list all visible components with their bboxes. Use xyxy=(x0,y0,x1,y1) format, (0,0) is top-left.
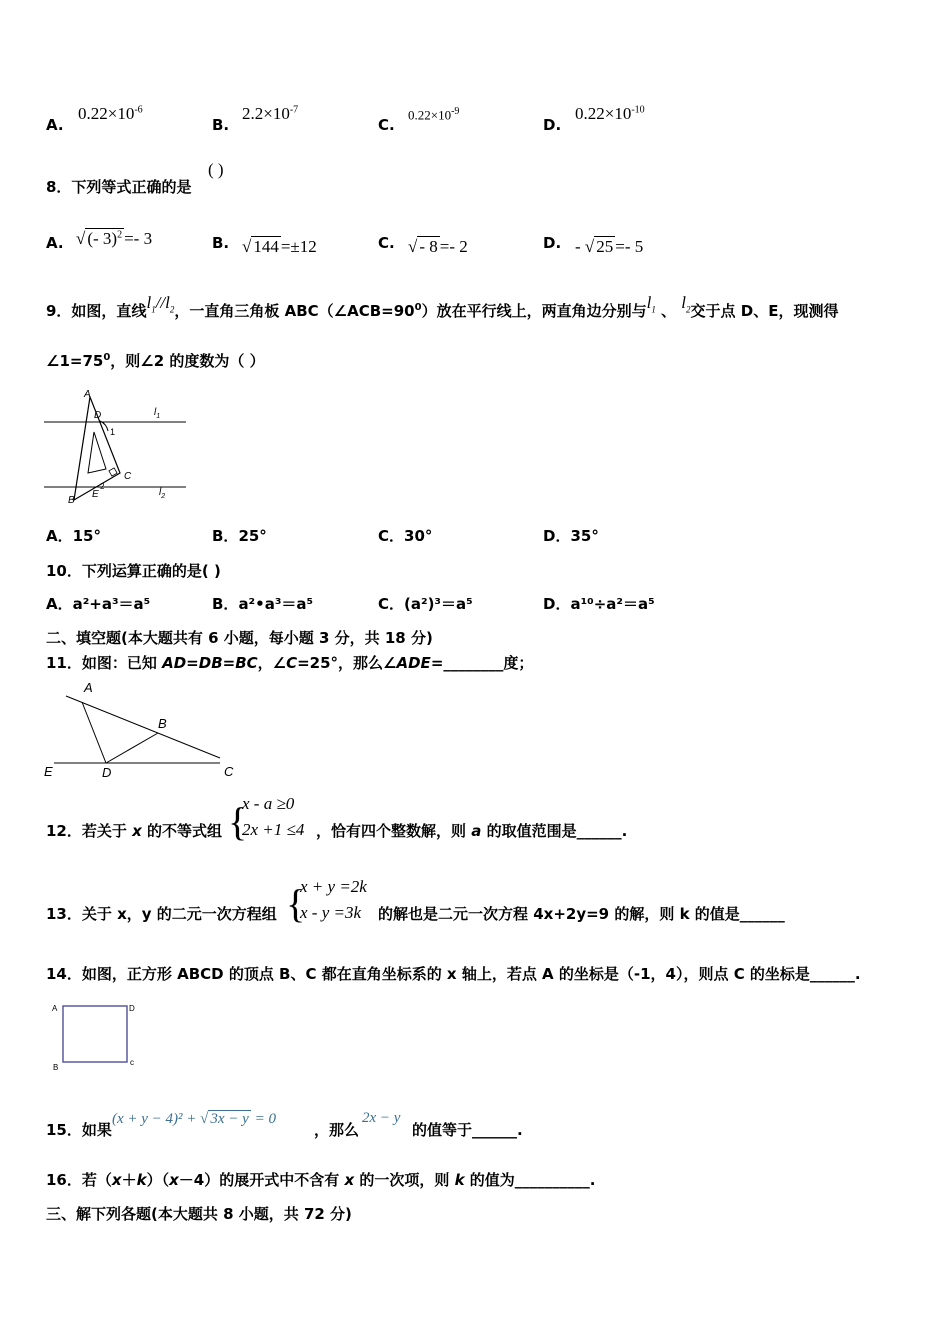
q16-stem: 16．若（x＋k）（x－4）的展开式中不含有 x 的一次项，则 k 的值为__________. xyxy=(46,1171,596,1189)
q7-option-c-label: C. xyxy=(378,116,395,134)
line-ac xyxy=(66,696,220,758)
q14-figure xyxy=(50,998,142,1074)
q9-figure xyxy=(44,385,194,510)
label-d: D xyxy=(94,410,102,421)
q12-brace: { xyxy=(228,799,248,844)
label-c: c xyxy=(130,1058,134,1067)
section-2-heading: 二、填空题(本大题共有 6 小题，每小题 3 分，共 18 分) xyxy=(46,629,433,647)
q10-option-a: A．a²+a³＝a⁵ xyxy=(46,595,151,613)
q7-option-b-label: B. xyxy=(212,116,230,134)
square-abcd xyxy=(63,1006,127,1062)
q8-option-a-label: A. xyxy=(46,234,64,252)
q12-eq2: 2x +1 ≤4 xyxy=(242,820,305,839)
q9-option-c: C．30° xyxy=(378,527,433,545)
q8-option-c-value: √ - 8 =- 2 xyxy=(408,237,468,256)
triangle-inner xyxy=(88,432,106,473)
q9-option-a: A．15° xyxy=(46,527,101,545)
label-c: C xyxy=(224,764,234,779)
q13-brace: { xyxy=(286,881,306,926)
q15-stem-part3: 的值等于______. xyxy=(412,1121,523,1139)
q9-line2: $\angle 1=75^0$，则∠2 的度数为（ ） xyxy=(46,352,265,370)
label-b: B xyxy=(53,1063,59,1072)
q13-stem-part2: 的解也是二元一次方程 4x+2y=9 的解，则 k 的值是______ xyxy=(378,905,785,923)
q15-equation: (x + y − 4)² + √ 3x − y = 0 xyxy=(112,1111,276,1127)
label-c: C xyxy=(124,471,132,482)
q7-option-d-value: $0.22\times 10^{-10}$ xyxy=(575,104,645,123)
q10-option-c: C．(a²)³＝a⁵ xyxy=(378,595,473,613)
q8-stem: 8．下列等式正确的是 xyxy=(46,178,192,196)
q12-stem-part2: ，恰有四个整数解，则 a 的取值范围是______. xyxy=(316,822,628,840)
q15-stem-part2: ，那么 xyxy=(314,1121,360,1139)
q8-option-b-value: √ 144 =±12 xyxy=(242,237,317,256)
q8-option-c-label: C. xyxy=(378,234,395,252)
q15-expression: 2x − y xyxy=(362,1110,401,1126)
q7-option-b-value: $2.2\times 10^{-7}$ xyxy=(242,104,299,123)
q11-figure xyxy=(44,678,244,780)
line-db xyxy=(106,733,158,763)
q12-eq1: x - a ≥0 xyxy=(242,794,295,813)
q10-stem: 10．下列运算正确的是( ) xyxy=(46,562,221,580)
q11-stem: 11．如图：已知 AD=DB=BC，∠C=25°，那么∠ADE=________度； xyxy=(46,654,534,672)
label-d: D xyxy=(102,765,112,780)
q13-stem-part1: 13．关于 x，y 的二元一次方程组 xyxy=(46,905,277,923)
q9-option-b: B．25° xyxy=(212,527,267,545)
q14-stem: 14．如图，正方形 ABCD 的顶点 B、C 都在直角坐标系的 x 轴上，若点 A 的坐标是（-1，4），则点 C 的坐标是______. xyxy=(46,965,861,983)
label-b: B xyxy=(158,716,167,731)
q7-option-d-label: D. xyxy=(543,116,562,134)
q7-option-a-label: A. xyxy=(46,116,64,134)
label-a: A xyxy=(84,680,93,695)
label-a: A xyxy=(52,1004,58,1013)
label-e: E xyxy=(92,489,99,500)
q13-eq2: x - y =3k xyxy=(300,903,362,922)
label-e: E xyxy=(44,764,53,779)
section-3-heading: 三、解下列各题(本大题共 8 小题，共 72 分) xyxy=(46,1205,352,1223)
label-d: D xyxy=(129,1004,135,1013)
q9-option-d: D．35° xyxy=(543,527,599,545)
label-2: 2 xyxy=(100,482,105,491)
label-l1: $l_1$ xyxy=(154,407,161,420)
q10-option-b: B．a²•a³＝a⁵ xyxy=(212,595,314,613)
q8-option-b-label: B. xyxy=(212,234,230,252)
q13-eq1: x + y =2k xyxy=(300,877,367,896)
q8-paren: ( ) xyxy=(208,160,224,179)
q12-stem-part1: 12．若关于 x 的不等式组 xyxy=(46,822,223,840)
q7-option-a-value: $0.22\times 10^{-6}$ xyxy=(78,104,143,123)
q10-option-d: D．a¹⁰÷a²＝a⁵ xyxy=(543,595,655,613)
q8-option-d-label: D. xyxy=(543,234,562,252)
label-b: B xyxy=(68,495,75,506)
q9-line1: 9．如图，直线$l_1//l_2$，一直角三角板 $ABC(\angle ACB=90^0)$放在平行线上，两直角边分别与$l_1$ 、 $l_2$交于点 D、E，现测得 xyxy=(46,293,839,320)
q8-option-a-value: √ (- 3)$^2$ =- 3 xyxy=(76,229,153,248)
label-1: 1 xyxy=(110,427,116,437)
q7-option-c-value: $0.22\times 10^{-9}$ xyxy=(408,106,460,123)
q8-option-d-value: - √ 25 =- 5 xyxy=(575,237,644,256)
label-l2: $l_2$ xyxy=(159,487,166,500)
label-a: A xyxy=(84,389,91,400)
q15-stem-part1: 15．如果 xyxy=(46,1121,112,1139)
